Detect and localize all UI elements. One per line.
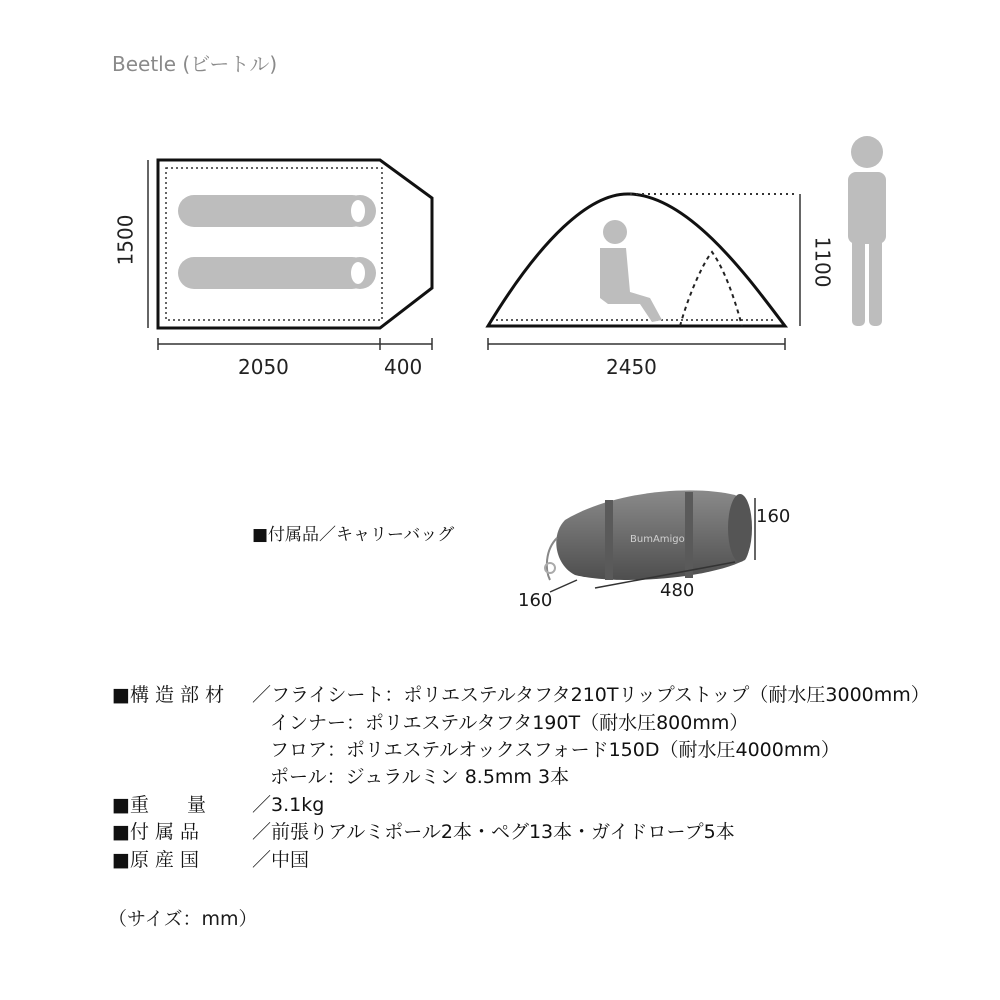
floor-outline — [158, 160, 432, 328]
unit-note: （サイズ：mm） — [108, 908, 258, 930]
side-view-diagram — [480, 180, 820, 360]
spec-accessories-value: ／前張りアルミポール2本・ペグ13本・ガイドロープ5本 — [252, 821, 735, 843]
accessory-label: ■付属品／キャリーバッグ — [252, 525, 455, 545]
width-dimension-label: 1500 — [113, 214, 138, 266]
sleeping-bag-1 — [178, 195, 376, 227]
floor-plan-diagram — [110, 140, 470, 380]
spec-structure-line-2: インナー：ポリエステルタフタ190T（耐水圧800mm） — [270, 712, 749, 734]
spec-origin-row — [112, 851, 309, 870]
sleeping-bag-2 — [178, 257, 376, 289]
spec-accessories-label: ■付 属 品 — [112, 821, 200, 843]
spec-weight-row — [112, 796, 324, 815]
length-vestibule-label: 400 — [384, 355, 423, 379]
spec-origin-label: ■原 産 国 — [112, 849, 200, 871]
tent-side-outline — [488, 194, 785, 326]
length-main-label: 2050 — [238, 355, 289, 379]
spec-weight-value: ／3.1kg — [252, 794, 325, 816]
spec-weight-label: ■重 量 — [112, 794, 206, 816]
seated-person-icon — [600, 220, 662, 322]
bag-height-label: 160 — [756, 506, 791, 527]
inner-tent-outline — [166, 168, 382, 320]
spec-structure-line-3: フロア：ポリエステルオックスフォード150D（耐水圧4000mm） — [270, 739, 840, 761]
height-dimension-label: 1100 — [810, 236, 835, 288]
spec-structure-row — [112, 686, 930, 705]
bag-logo: BumAmigo — [630, 534, 685, 545]
side-length-label: 2450 — [606, 355, 657, 379]
product-title: Beetle (ビートル) — [112, 52, 278, 76]
standing-person-icon — [832, 130, 902, 330]
bag-length-label: 480 — [660, 580, 695, 601]
spec-structure-line-1: ／フライシート：ポリエステルタフタ210Tリップストップ（耐水圧3000mm） — [252, 684, 930, 706]
bag-depth-label: 160 — [518, 590, 553, 611]
spec-accessories-row — [112, 823, 735, 842]
carry-bag-image — [535, 480, 765, 610]
spec-origin-value: ／中国 — [252, 849, 310, 871]
spec-structure-label: ■構 造 部 材 — [112, 684, 225, 706]
inner-pole-curve — [680, 252, 742, 326]
spec-structure-line-4: ポール：ジュラルミン 8.5mm 3本 — [270, 766, 570, 788]
